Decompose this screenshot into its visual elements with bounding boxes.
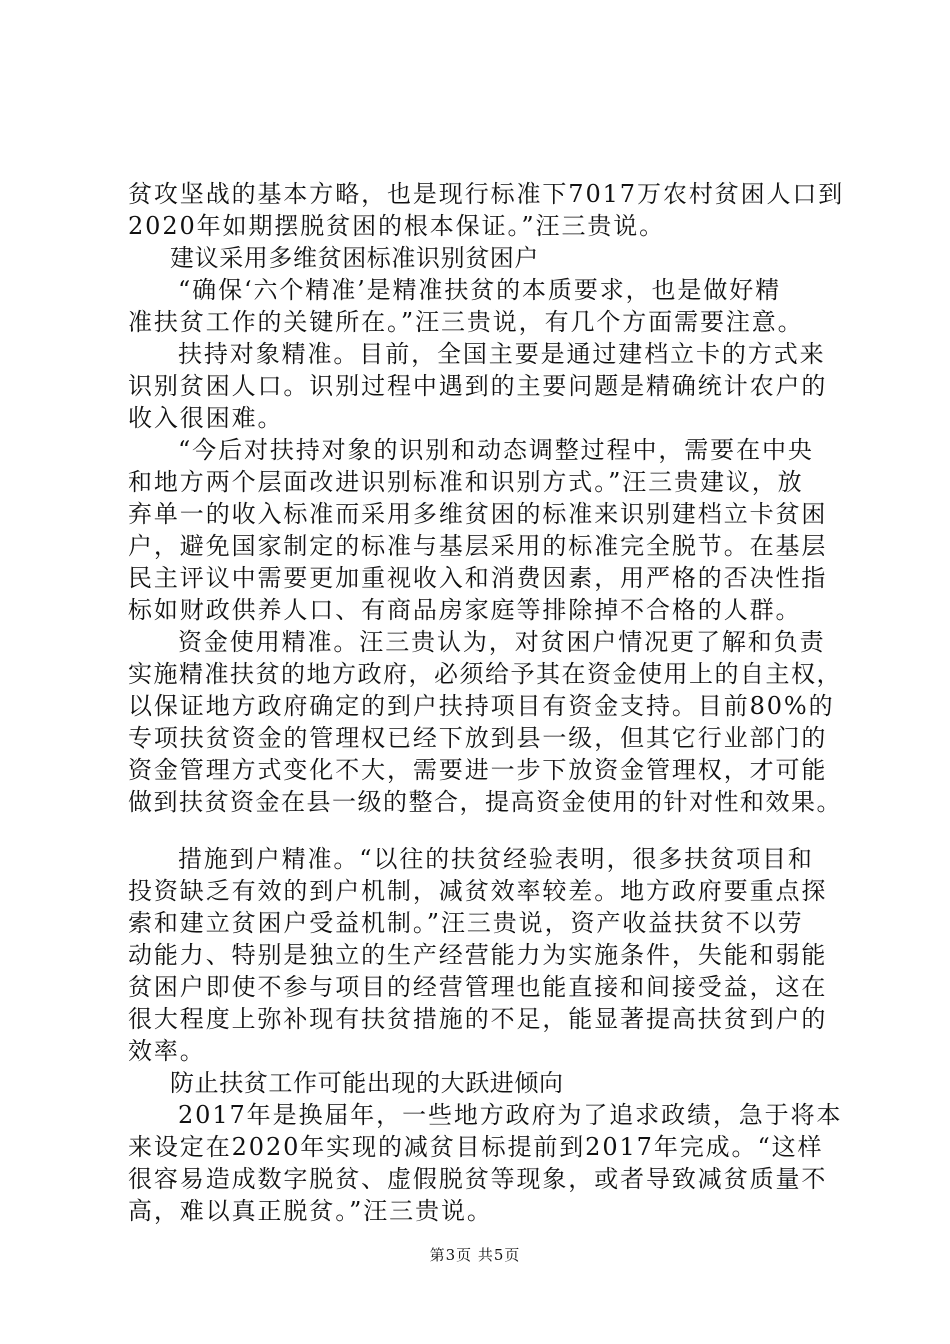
text-line-8: 收入很困难。 xyxy=(128,404,284,432)
text-line-25: 动能力、特别是独立的生产经营能力为实施条件，失能和弱能 xyxy=(128,941,828,969)
text-line-24: 索和建立贫困户受益机制。”汪三贵说，资产收益扶贫不以劳 xyxy=(128,909,804,937)
page-footer xyxy=(0,1245,950,1265)
text-line-26: 贫困户即使不参与项目的经营管理也能直接和间接受益，这在 xyxy=(128,973,828,1001)
text-line-16: 实施精准扶贫的地方政府，必须给予其在资金使用上的自主权， xyxy=(128,660,842,688)
page-number: 第3页 共5页 xyxy=(429,1246,521,1264)
text-line-13: 民主评议中需要更加重视收入和消费因素，用严格的否决性指 xyxy=(128,564,828,592)
text-line-33: 高，难以真正脱贫。”汪三贵说。 xyxy=(128,1197,493,1225)
text-line-9: “今后对扶持对象的识别和动态调整过程中，需要在中央 xyxy=(178,436,814,464)
text-line-31: 来设定在2020年实现的减贫目标提前到2017年完成。“这样 xyxy=(128,1133,824,1161)
document-body xyxy=(128,178,845,1227)
text-line-15: 资金使用精准。汪三贵认为，对贫困户情况更了解和负责 xyxy=(178,628,826,656)
text-line-18: 专项扶贫资金的管理权已经下放到县一级，但其它行业部门的 xyxy=(128,724,828,752)
text-line-12: 户，避免国家制定的标准与基层采用的标准完全脱节。在基层 xyxy=(128,532,828,560)
text-line-19: 资金管理方式变化不大，需要进一步下放资金管理权，才可能 xyxy=(128,756,828,784)
text-line-17: 以保证地方政府确定的到户扶持项目有资金支持。目前80%的 xyxy=(128,692,835,720)
text-line-6: 扶持对象精准。目前，全国主要是通过建档立卡的方式来 xyxy=(178,340,826,368)
paragraph-gap xyxy=(128,818,838,843)
text-line-23: 投资缺乏有效的到户机制，减贫效率较差。地方政府要重点探 xyxy=(128,877,828,905)
text-line-2: 2020年如期摆脱贫困的根本保证。”汪三贵说。 xyxy=(128,212,666,240)
text-line-7: 识别贫困人口。识别过程中遇到的主要问题是精确统计农户的 xyxy=(128,372,828,400)
text-line-11: 弃单一的收入标准而采用多维贫困的标准来识别建档立卡贫困 xyxy=(128,500,828,528)
text-line-1: 贫攻坚战的基本方略，也是现行标准下7017万农村贫困人口到 xyxy=(128,180,845,208)
text-line-14: 标如财政供养人口、有商品房家庭等排除掉不合格的人群。 xyxy=(128,596,802,624)
text-line-4: “确保‘六个精准’是精准扶贫的本质要求，也是做好精 xyxy=(178,276,782,304)
text-line-22: 措施到户精准。“以往的扶贫经验表明，很多扶贫项目和 xyxy=(178,845,814,873)
section-heading-1: 建议采用多维贫困标准识别贫困户 xyxy=(170,244,539,272)
text-line-30: 2017年是换届年，一些地方政府为了追求政绩，急于将本 xyxy=(178,1101,843,1129)
text-line-5: 准扶贫工作的关键所在。”汪三贵说，有几个方面需要注意。 xyxy=(128,308,804,336)
text-line-10: 和地方两个层面改进识别标准和识别方式。”汪三贵建议，放 xyxy=(128,468,804,496)
text-line-27: 很大程度上弥补现有扶贫措施的不足，能显著提高扶贫到户的 xyxy=(128,1005,828,1033)
text-line-20: 做到扶贫资金在县一级的整合，提高资金使用的针对性和效果。 xyxy=(128,788,842,816)
text-line-32: 很容易造成数字脱贫、虚假脱贫等现象，或者导致减贫质量不 xyxy=(128,1165,828,1193)
section-heading-2: 防止扶贫工作可能出现的大跃进倾向 xyxy=(170,1069,564,1097)
text-line-28: 效率。 xyxy=(128,1037,206,1065)
